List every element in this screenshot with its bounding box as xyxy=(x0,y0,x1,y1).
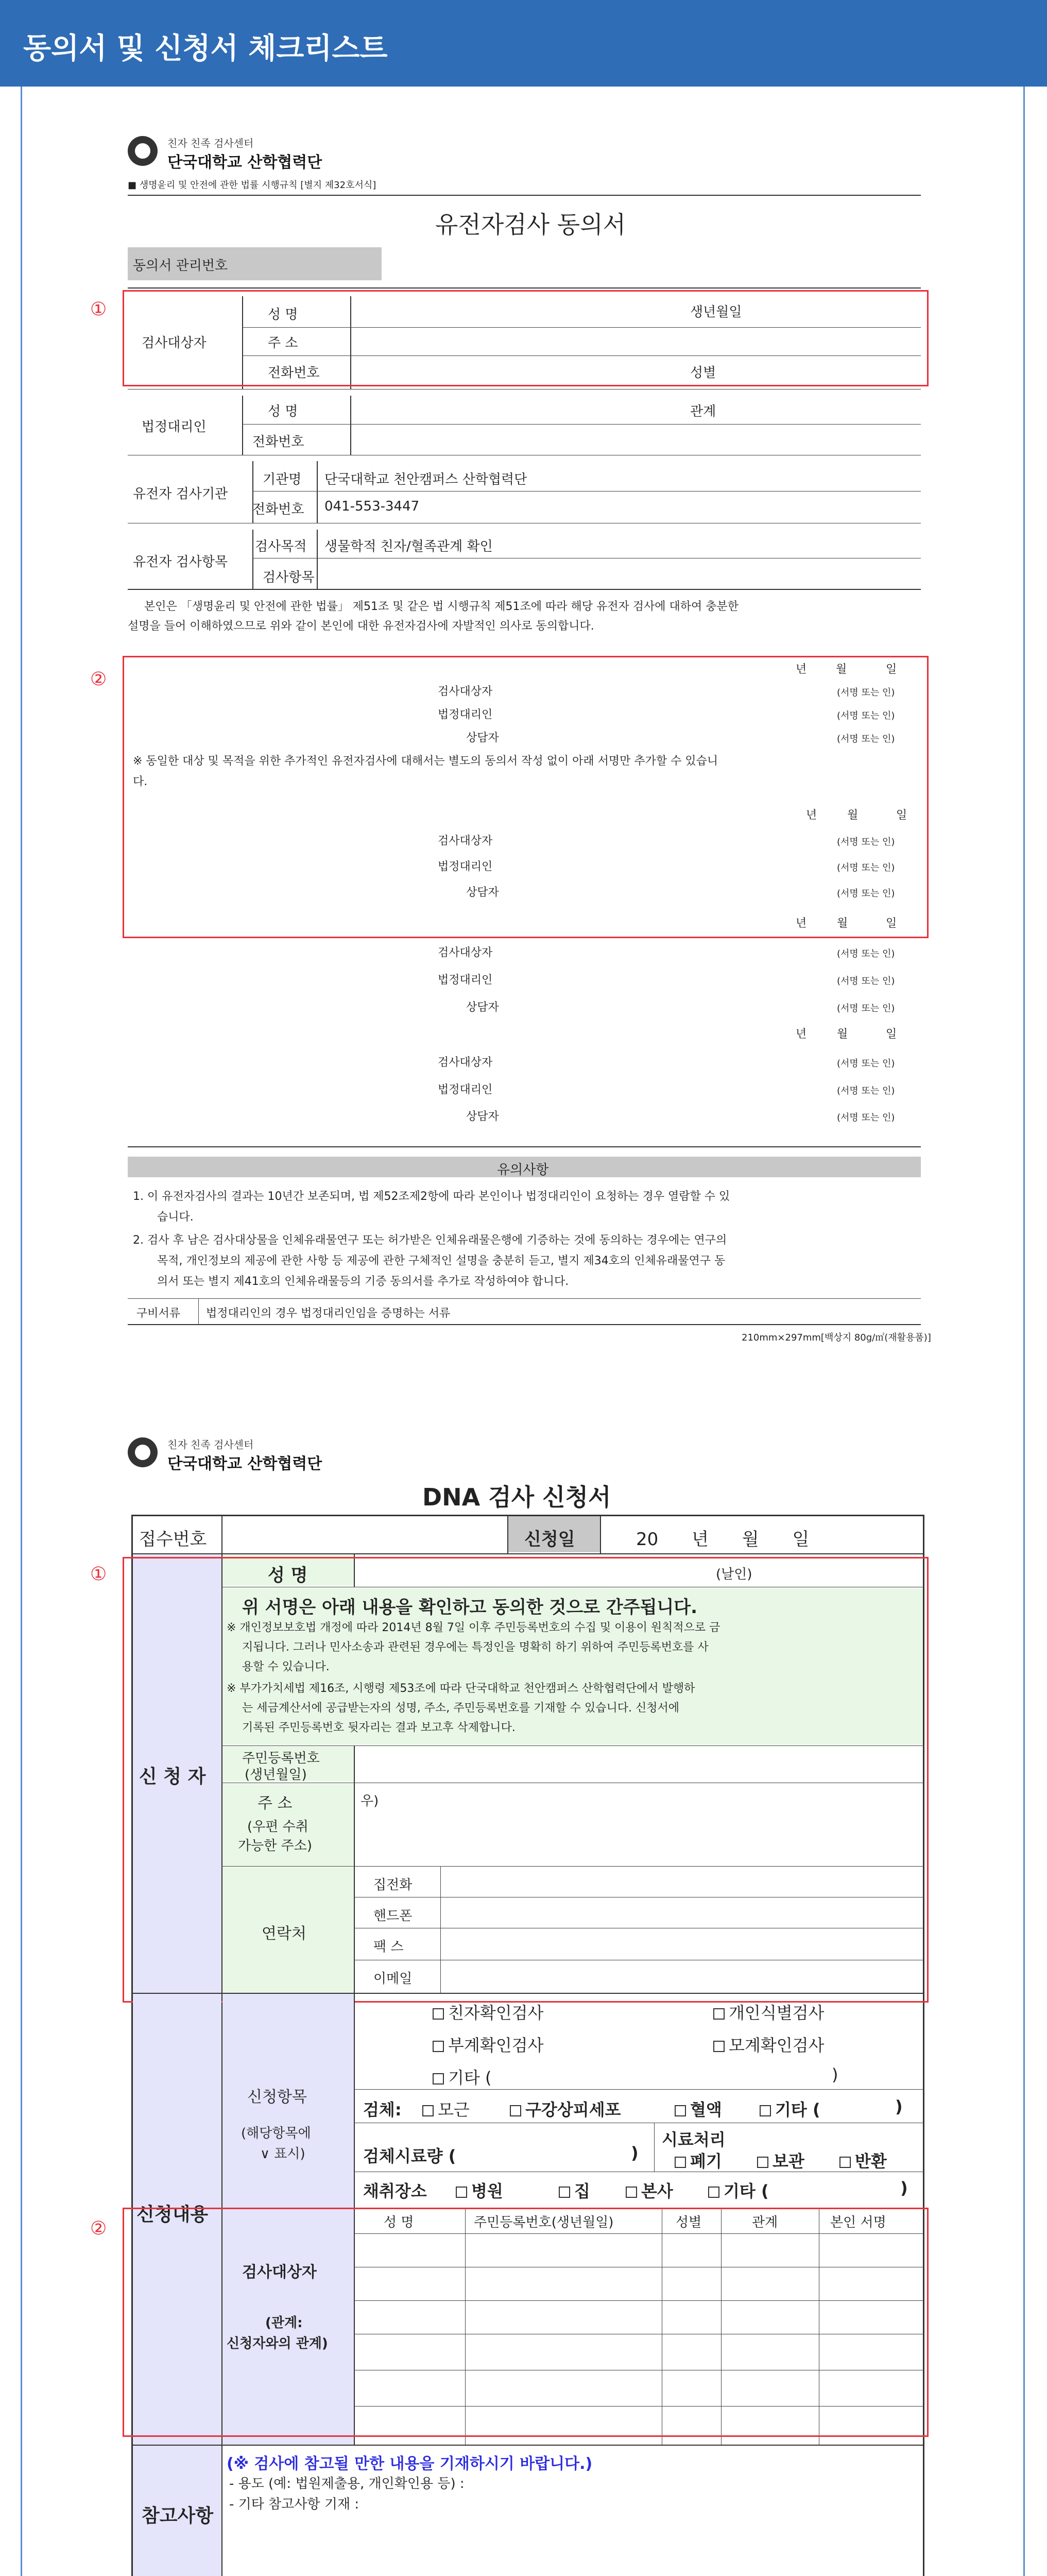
subject-phone-label: 전화번호 xyxy=(268,365,320,381)
checkbox-hair-root[interactable]: 모근 xyxy=(422,2097,470,2121)
checkbox-maternal-line[interactable]: 모계확인검사 xyxy=(713,2032,824,2056)
date-month: 월 xyxy=(837,917,848,930)
applicant-seal-label: (날인) xyxy=(716,1567,752,1582)
apply-date-value: 20 년 월 일 xyxy=(636,1529,810,1550)
logo-org-name: 단국대학교 산학협력단 xyxy=(167,1455,322,1473)
items-purpose-label: 검사목적 xyxy=(255,539,307,554)
date-month: 월 xyxy=(837,1028,848,1041)
specimen-label: 검체: xyxy=(363,2100,402,2120)
collection-place-label: 채취장소 xyxy=(363,2181,427,2201)
checkbox-discard[interactable]: 폐기 xyxy=(675,2148,722,2172)
other-place-close: ) xyxy=(900,2178,908,2198)
consent-title: 위 서명은 아래 내용을 확인하고 동의한 것으로 간주됩니다. xyxy=(242,1597,698,1618)
request-items-sublabel: (해당항목에 xyxy=(241,2126,311,2141)
subject-gender-label: 성별 xyxy=(690,365,716,381)
sign-mark: (서명 또는 인) xyxy=(837,1112,895,1123)
reference-group-label: 참고사항 xyxy=(142,2505,214,2527)
request-items-sublabel: ∨ 표시) xyxy=(260,2146,305,2162)
divider xyxy=(131,2445,924,2446)
checkbox-home[interactable]: 집 xyxy=(559,2178,590,2202)
checkbox-buccal-cells[interactable]: 구강상피세포 xyxy=(510,2097,621,2121)
date-month: 월 xyxy=(847,809,859,822)
sign-mark: (서명 또는 인) xyxy=(837,976,895,987)
divider xyxy=(242,424,921,425)
subject-sublabel: (관계: xyxy=(265,2315,303,2331)
marker-1: ① xyxy=(90,299,107,320)
date-day: 일 xyxy=(886,663,897,676)
address-sublabel: (우편 수취 xyxy=(247,1819,308,1835)
divider xyxy=(128,195,921,196)
col-rrn: 주민등록번호(생년월일) xyxy=(474,2215,614,2230)
institution-phone-label: 전화번호 xyxy=(252,502,304,517)
form1-legal-subtitle: ■ 생명윤리 및 안전에 관한 법률 시행규칙 [별지 제32호서식] xyxy=(128,180,376,191)
divider xyxy=(252,491,921,492)
rrn-sublabel: (생년월일) xyxy=(245,1767,307,1783)
checkbox-keep[interactable]: 보관 xyxy=(757,2148,804,2172)
sign-legal-label: 법정대리인 xyxy=(438,974,493,987)
checkbox-paternal-line[interactable]: 부계확인검사 xyxy=(433,2032,543,2056)
subject-birth-label: 생년월일 xyxy=(690,304,742,320)
sign-subject-label: 검사대상자 xyxy=(438,685,493,698)
consent-line: 지됩니다. 그러나 민사소송과 관련된 경우에는 특정인을 명확히 하기 위하여 주민등록번호를 사 xyxy=(242,1641,709,1654)
attach-value: 법정대리인의 경우 법정대리인임을 증명하는 서류 xyxy=(206,1307,451,1320)
checkbox-head-office[interactable]: 본사 xyxy=(626,2178,673,2202)
col-relation: 관계 xyxy=(752,2215,778,2230)
divider xyxy=(242,396,243,455)
subject-address-label: 주 소 xyxy=(268,335,298,351)
divider xyxy=(128,287,921,289)
marker-2: ② xyxy=(90,2218,107,2239)
items-item-label: 검사항목 xyxy=(263,570,315,585)
sign-mark: (서명 또는 인) xyxy=(837,734,895,744)
date-year: 년 xyxy=(796,917,807,930)
sign-legal-label: 법정대리인 xyxy=(438,860,493,873)
highlight-box xyxy=(123,2208,929,2437)
consent-line: ※ 부가가치세법 제16조, 시행령 제53조에 따라 단국대학교 천안캠퍼스 산학협력단에서 발행하 xyxy=(227,1682,695,1695)
date-year: 년 xyxy=(796,663,807,676)
consent-line: 기록된 주민등록번호 뒷자리는 결과 보고후 삭제합니다. xyxy=(242,1721,516,1734)
date-year: 년 xyxy=(796,1028,807,1041)
apply-date-label: 신청일 xyxy=(524,1529,575,1550)
sign-mark: (서명 또는 인) xyxy=(837,1086,895,1096)
divider xyxy=(317,530,318,589)
sign-counselor-label: 상담자 xyxy=(466,1110,499,1123)
checkbox-paternity[interactable]: 친자확인검사 xyxy=(433,2000,543,2024)
receipt-label: 접수번호 xyxy=(139,1529,207,1550)
notice-line: 목적, 개인정보의 제공에 관한 사항 등 제공에 관한 구체적인 설명을 충분히 듣고, 별지 제34호의 인체유래물연구 동 xyxy=(157,1255,726,1267)
sign-subject-label: 검사대상자 xyxy=(438,1056,493,1069)
extra-note-line2: 다. xyxy=(133,775,148,788)
sign-mark: (서명 또는 인) xyxy=(837,710,895,721)
request-group-label: 신청내용 xyxy=(136,2204,209,2225)
legal-name-label: 성 명 xyxy=(268,404,298,419)
divider xyxy=(198,1298,199,1324)
date-day: 일 xyxy=(886,1028,897,1041)
divider xyxy=(128,1146,921,1147)
divider xyxy=(128,589,921,590)
sample-quantity-label: 검체시료량 ( xyxy=(363,2146,456,2166)
divider xyxy=(350,396,351,455)
legal-group-label: 법정대리인 xyxy=(142,419,207,435)
notice-line: 1. 이 유전자검사의 결과는 10년간 보존되며, 법 제52조제2항에 따라 본인이나 법정대리인이 요청하는 경우 열람할 수 있 xyxy=(133,1190,730,1203)
reference-note: (※ 검사에 참고될 만한 내용을 기재하시기 바랍니다.) xyxy=(227,2455,593,2473)
divider xyxy=(600,1515,601,1553)
items-group-label: 유전자 검사항목 xyxy=(133,554,228,570)
logo-small-text: 친자 친족 검사센터 xyxy=(167,1438,254,1451)
checkbox-identification[interactable]: 개인식별검사 xyxy=(713,2000,824,2024)
divider xyxy=(252,530,253,589)
checkbox-other-place[interactable]: 기타 ( xyxy=(708,2178,769,2202)
divider xyxy=(354,2089,924,2090)
form2-title: DNA 검사 신청서 xyxy=(422,1483,611,1511)
email-label: 이메일 xyxy=(373,1971,413,1987)
sign-legal-label: 법정대리인 xyxy=(438,708,493,721)
highlight-box xyxy=(123,656,929,938)
applicant-group-label: 신 청 자 xyxy=(139,1766,206,1787)
mgmt-number-label: 동의서 관리번호 xyxy=(133,258,228,274)
sign-mark: (서명 또는 인) xyxy=(837,1058,895,1069)
marker-1: ① xyxy=(90,1564,107,1585)
divider xyxy=(317,461,318,523)
divider xyxy=(221,1515,222,1553)
address-label: 주 소 xyxy=(258,1794,293,1812)
subject-label: 검사대상자 xyxy=(242,2263,317,2281)
items-purpose-value: 생물학적 친자/혈족관계 확인 xyxy=(324,539,493,554)
marker-2: ② xyxy=(90,669,107,690)
sample-quantity-close: ) xyxy=(631,2143,639,2163)
institution-group-label: 유전자 검사기관 xyxy=(133,486,228,502)
date-month: 월 xyxy=(836,663,847,676)
consent-line: ※ 개인정보보호법 개정에 따라 2014년 8월 7일 이후 주민등록번호의 수집 및 이용이 원칙적으로 금 xyxy=(227,1621,720,1634)
divider xyxy=(131,1553,924,1554)
paper-size-note: 210mm×297mm[백상지 80g/㎡(재활용품)] xyxy=(742,1332,931,1343)
reference-other: - 기타 참고사항 기재 : xyxy=(229,2497,359,2512)
address-sublabel: 가능한 주소) xyxy=(238,1838,312,1854)
sign-counselor-label: 상담자 xyxy=(466,732,499,744)
fax-label: 팩 스 xyxy=(373,1939,404,1955)
institution-name-value: 단국대학교 천안캠퍼스 산학협력단 xyxy=(324,472,527,487)
extra-note-line1: ※ 동일한 대상 및 목적을 위한 추가적인 유전자검사에 대해서는 별도의 동의서 작성 없이 아래 서명만 추가할 수 있습니 xyxy=(133,755,718,768)
logo-org-name: 단국대학교 산학협력단 xyxy=(167,154,322,172)
form1-title: 유전자검사 동의서 xyxy=(435,211,626,239)
subject-name-label: 성 명 xyxy=(268,307,298,323)
notice-title: 유의사항 xyxy=(497,1162,549,1178)
notice-line: 의서 또는 별지 제41호의 인체유래물등의 기증 동의서를 추가로 작성하여야 합니다. xyxy=(157,1275,569,1288)
subject-group-label: 검사대상자 xyxy=(142,335,207,351)
legal-relation-label: 관계 xyxy=(690,404,716,419)
checkbox-other-specimen[interactable]: 기타 ( xyxy=(760,2097,820,2121)
logo-small-text: 친자 친족 검사센터 xyxy=(167,137,254,149)
checkbox-blood[interactable]: 혈액 xyxy=(675,2097,722,2121)
sign-mark: (서명 또는 인) xyxy=(837,837,895,848)
date-day: 일 xyxy=(896,809,907,822)
consent-line: 용할 수 있습니다. xyxy=(242,1660,330,1673)
sign-subject-label: 검사대상자 xyxy=(438,946,493,959)
subject-sublabel: 신청자와의 관계) xyxy=(227,2336,328,2351)
address-value: 우) xyxy=(361,1793,379,1809)
date-year: 년 xyxy=(806,809,817,822)
col-name: 성 명 xyxy=(384,2215,414,2230)
applicant-name-label: 성 명 xyxy=(268,1565,308,1586)
page-header-title: 동의서 및 신청서 체크리스트 xyxy=(23,32,388,65)
sign-counselor-label: 상담자 xyxy=(466,886,499,899)
sign-mark: (서명 또는 인) xyxy=(837,1003,895,1014)
other-test-close: ) xyxy=(832,2065,838,2084)
divider xyxy=(128,1298,921,1299)
highlight-box xyxy=(123,1557,929,2003)
contact-label: 연락처 xyxy=(262,1925,306,1943)
sign-counselor-label: 상담자 xyxy=(466,1001,499,1014)
divider xyxy=(654,2123,655,2172)
university-logo-icon xyxy=(128,136,158,166)
legal-phone-label: 전화번호 xyxy=(252,434,304,450)
col-gender: 성별 xyxy=(676,2215,702,2230)
institution-name-label: 기관명 xyxy=(263,472,302,487)
sign-mark: (서명 또는 인) xyxy=(837,948,895,959)
attach-label: 구비서류 xyxy=(136,1307,181,1320)
consent-text-line1: 본인은 「생명윤리 및 안전에 관한 법률」 제51조 및 같은 법 시행규칙 제51조에 따라 해당 유전자 검사에 대하여 충분한 xyxy=(144,600,739,613)
notice-line: 습니다. xyxy=(157,1211,194,1224)
sign-mark: (서명 또는 인) xyxy=(837,888,895,899)
rrn-label: 주민등록번호 xyxy=(242,1751,320,1766)
divider xyxy=(128,1324,921,1325)
notice-line: 2. 검사 후 남은 검사대상물을 인체유래물연구 또는 허가받은 인체유래물은행에 기증하는 것에 동의하는 경우에는 연구의 xyxy=(133,1234,727,1247)
checkbox-other-test[interactable]: 기타 ( xyxy=(433,2065,491,2089)
sign-mark: (서명 또는 인) xyxy=(837,862,895,873)
request-items-label: 신청항목 xyxy=(247,2088,307,2106)
highlight-box xyxy=(123,290,929,386)
other-specimen-close: ) xyxy=(895,2097,903,2116)
consent-line: 는 세금계산서에 공급받는자의 성명, 주소, 주민등록번호를 기재할 수 있습니다. 신청서에 xyxy=(242,1702,679,1715)
institution-phone-value: 041-553-3447 xyxy=(324,499,420,514)
reference-use: - 용도 (예: 법원제출용, 개인확인용 등) : xyxy=(229,2476,465,2492)
checkbox-hospital[interactable]: 병원 xyxy=(456,2178,503,2202)
checkbox-return[interactable]: 반환 xyxy=(839,2148,887,2172)
sign-subject-label: 검사대상자 xyxy=(438,835,493,848)
sign-legal-label: 법정대리인 xyxy=(438,1083,493,1096)
sign-mark: (서명 또는 인) xyxy=(837,687,895,698)
date-day: 일 xyxy=(886,917,897,930)
col-signature: 본인 서명 xyxy=(830,2215,886,2230)
consent-text-line2: 설명을 들어 이해하였으므로 위와 같이 본인에 대한 유전자검사에 자발적인 의사로 동의합니다. xyxy=(128,620,594,633)
disposal-label: 시료처리 xyxy=(662,2130,726,2149)
home-phone-label: 집전화 xyxy=(373,1877,413,1893)
university-logo-icon xyxy=(128,1437,158,1467)
divider xyxy=(507,1515,508,1553)
page-header xyxy=(0,0,1047,87)
mobile-label: 핸드폰 xyxy=(373,1908,413,1924)
